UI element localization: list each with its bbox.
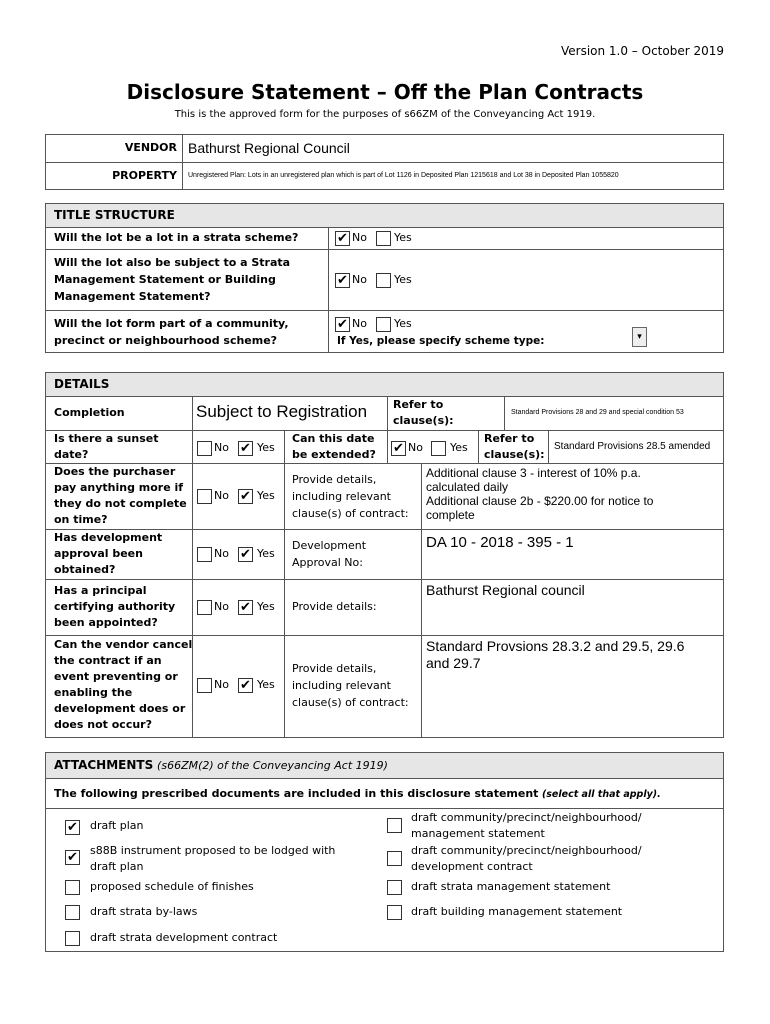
extend-yes-label: Yes <box>450 441 468 454</box>
sunset-clause-field[interactable]: Standard Provisions 28.5 amended <box>554 441 711 452</box>
sunset-refer-label-line2: clause(s): <box>484 448 545 461</box>
attachments-intro-wrap <box>54 786 661 804</box>
dev-approval-question-line1: Has development <box>54 531 163 544</box>
purchaser-yes-checkbox[interactable]: ✔ <box>238 489 253 504</box>
community-no-label: No <box>352 317 367 330</box>
completion-field[interactable]: Subject to Registration <box>196 402 368 421</box>
completion-clause-field[interactable]: Standard Provisions 28 and 29 and special condition 53 <box>511 409 684 416</box>
pca-yes-checkbox[interactable]: ✔ <box>238 600 253 615</box>
cancel-provide-line3: clause(s) of contract: <box>292 696 409 709</box>
community-contract-checkbox[interactable] <box>387 851 402 866</box>
cancel-no-label: No <box>214 678 229 691</box>
cancel-value-line1: Standard Provsions 28.3.2 and 29.5, 29.6 <box>426 638 685 654</box>
scheme-type-dropdown[interactable] <box>632 327 647 347</box>
strata-bylaws-checkbox[interactable] <box>65 905 80 920</box>
strata-no-label: No <box>352 231 367 244</box>
strata-dev-contract-checkbox[interactable] <box>65 931 80 946</box>
purchaser-detail-line1: Additional clause 3 - interest of 10% p.a. <box>426 466 641 480</box>
mgmt-statement-question-line2: Management Statement or Building <box>54 273 276 286</box>
sunset-yes-checkbox[interactable]: ✔ <box>238 441 253 456</box>
purchaser-no-checkbox[interactable] <box>197 489 212 504</box>
strata-yes-checkbox[interactable] <box>376 231 391 246</box>
purchaser-detail-line4: complete <box>426 508 475 522</box>
community-statement-checkbox[interactable] <box>387 818 402 833</box>
vendor-field[interactable]: Bathurst Regional Council <box>188 140 350 156</box>
strata-no-checkbox[interactable]: ✔ <box>335 231 350 246</box>
s88b-checkbox[interactable]: ✔ <box>65 850 80 865</box>
page-title: Disclosure Statement – Off the Plan Contracts <box>126 80 644 104</box>
version-label: Version 1.0 – October 2019 <box>560 44 724 58</box>
completion-refer-label-line1: Refer to <box>393 398 444 411</box>
purchaser-yes-label: Yes <box>257 489 275 502</box>
pca-yes-label: Yes <box>257 600 275 613</box>
community-yes-label: Yes <box>394 317 412 330</box>
attachments-intro: The following prescribed documents are included in this disclosure statement <box>54 787 539 800</box>
title-structure-heading: TITLE STRUCTURE <box>54 208 175 222</box>
pca-question-line3: been appointed? <box>54 616 158 629</box>
community-statement-label-line2: management statement <box>411 827 545 840</box>
details-heading: DETAILS <box>54 377 110 391</box>
strata-mgmt-statement-label: draft strata management statement <box>411 880 611 893</box>
building-mgmt-statement-label: draft building management statement <box>411 905 623 918</box>
purchaser-question-line4: on time? <box>54 513 108 526</box>
cancel-details-field[interactable] <box>426 638 684 672</box>
cancel-provide-line1: Provide details, <box>292 662 377 675</box>
mgmt-statement-yes-label: Yes <box>394 273 412 286</box>
extend-question-line2: be extended? <box>292 448 376 461</box>
extend-no-checkbox[interactable]: ✔ <box>391 441 406 456</box>
purchaser-detail-line3: Additional clause 2b - $220.00 for notice to <box>426 494 654 508</box>
extend-yes-checkbox[interactable] <box>431 441 446 456</box>
mgmt-statement-no-checkbox[interactable]: ✔ <box>335 273 350 288</box>
attachments-heading-wrap <box>54 757 388 775</box>
pca-details-field[interactable]: Bathurst Regional council <box>426 582 585 598</box>
cancel-question-line1: Can the vendor cancel <box>54 638 193 651</box>
completion-label: Completion <box>54 406 125 419</box>
cancel-yes-label: Yes <box>257 678 275 691</box>
attachments-intro-note: (select all that apply). <box>541 789 661 800</box>
pca-question-line1: Has a principal <box>54 584 147 597</box>
sunset-refer-label-line1: Refer to <box>484 432 535 445</box>
pca-question-line2: certifying authority <box>54 600 176 613</box>
extend-question-line1: Can this date <box>292 432 375 445</box>
purchaser-question-line3: they do not complete <box>54 497 187 510</box>
draft-plan-checkbox[interactable]: ✔ <box>65 820 80 835</box>
s88b-label-line2: draft plan <box>90 860 144 873</box>
purchaser-question-line1: Does the purchaser <box>54 465 176 478</box>
sunset-question-line2: date? <box>54 448 89 461</box>
s88b-label-line1: s88B instrument proposed to be lodged with <box>90 844 336 857</box>
cancel-question-line4: enabling the <box>54 686 133 699</box>
strata-mgmt-statement-checkbox[interactable] <box>387 880 402 895</box>
strata-question: Will the lot be a lot in a strata scheme? <box>54 231 299 244</box>
sunset-question-line1: Is there a sunset <box>54 432 159 445</box>
dev-approval-no-label: No <box>214 547 229 560</box>
sunset-yes-label: Yes <box>257 441 275 454</box>
purchaser-provide-line2: including relevant <box>292 490 391 503</box>
pca-no-checkbox[interactable] <box>197 600 212 615</box>
cancel-provide-line2: including relevant <box>292 679 391 692</box>
purchaser-detail-line2: calculated daily <box>426 480 509 494</box>
community-yes-checkbox[interactable] <box>376 317 391 332</box>
cancel-value-line2: and 29.7 <box>426 655 481 671</box>
attachments-heading-note: (s66ZM(2) of the Conveyancing Act 1919) <box>157 759 388 772</box>
dropdown-arrow-icon: ▾ <box>637 332 642 342</box>
dev-approval-question-line3: obtained? <box>54 563 116 576</box>
schedule-finishes-checkbox[interactable] <box>65 880 80 895</box>
pca-provide-label: Provide details: <box>292 600 377 613</box>
building-mgmt-statement-checkbox[interactable] <box>387 905 402 920</box>
cancel-question-line3: event preventing or <box>54 670 178 683</box>
purchaser-provide-line1: Provide details, <box>292 473 377 486</box>
dev-approval-yes-label: Yes <box>257 547 275 560</box>
vendor-label: VENDOR <box>124 141 177 154</box>
strata-yes-label: Yes <box>394 231 412 244</box>
mgmt-statement-no-label: No <box>352 273 367 286</box>
property-field[interactable]: Unregistered Plan: Lots in an unregistered plan which is part of Lot 1126 in Deposited Plan 1215618 and Lot 38 in Deposited Plan 1055820 <box>188 172 619 179</box>
dev-approval-no-checkbox[interactable] <box>197 547 212 562</box>
mgmt-statement-yes-checkbox[interactable] <box>376 273 391 288</box>
purchaser-details-field[interactable] <box>426 466 653 522</box>
mgmt-statement-question-line3: Management Statement? <box>54 290 211 303</box>
cancel-question-line2: the contract if an <box>54 654 162 667</box>
sunset-no-checkbox[interactable] <box>197 441 212 456</box>
schedule-finishes-label: proposed schedule of finishes <box>90 880 254 893</box>
sunset-no-label: No <box>214 441 229 454</box>
community-question-line2: precinct or neighbourhood scheme? <box>54 334 278 347</box>
community-contract-label-line1: draft community/precinct/neighbourhood/ <box>411 844 642 857</box>
cancel-question-line6: does not occur? <box>54 718 152 731</box>
purchaser-question-line2: pay anything more if <box>54 481 184 494</box>
extend-no-label: No <box>408 441 423 454</box>
purchaser-provide-line3: clause(s) of contract: <box>292 507 409 520</box>
purchaser-no-label: No <box>214 489 229 502</box>
cancel-no-checkbox[interactable] <box>197 678 212 693</box>
strata-dev-contract-label: draft strata development contract <box>90 931 278 944</box>
community-contract-label-line2: development contract <box>411 860 533 873</box>
mgmt-statement-question-line1: Will the lot also be subject to a Strata <box>54 256 291 269</box>
dev-approval-number-field[interactable]: DA 10 - 2018 - 395 - 1 <box>426 534 574 551</box>
cancel-question-line5: development does or <box>54 702 186 715</box>
strata-bylaws-label: draft strata by-laws <box>90 905 198 918</box>
dev-approval-yes-checkbox[interactable]: ✔ <box>238 547 253 562</box>
draft-plan-label: draft plan <box>90 819 144 832</box>
dev-approval-no-label-line1: Development <box>292 539 367 552</box>
page-subtitle: This is the approved form for the purposes of s66ZM of the Conveyancing Act 1919. <box>174 109 596 120</box>
pca-no-label: No <box>214 600 229 613</box>
dev-approval-no-label-line2: Approval No: <box>292 556 363 569</box>
scheme-type-label: If Yes, please specify scheme type: <box>337 335 545 347</box>
property-label: PROPERTY <box>112 169 177 182</box>
community-question-line1: Will the lot form part of a community, <box>54 317 289 330</box>
community-statement-label-line1: draft community/precinct/neighbourhood/ <box>411 811 642 824</box>
completion-refer-label-line2: clause(s): <box>393 414 454 427</box>
community-no-checkbox[interactable]: ✔ <box>335 317 350 332</box>
attachments-heading: ATTACHMENTS <box>54 758 154 772</box>
dev-approval-question-line2: approval been <box>54 547 143 560</box>
cancel-yes-checkbox[interactable]: ✔ <box>238 678 253 693</box>
